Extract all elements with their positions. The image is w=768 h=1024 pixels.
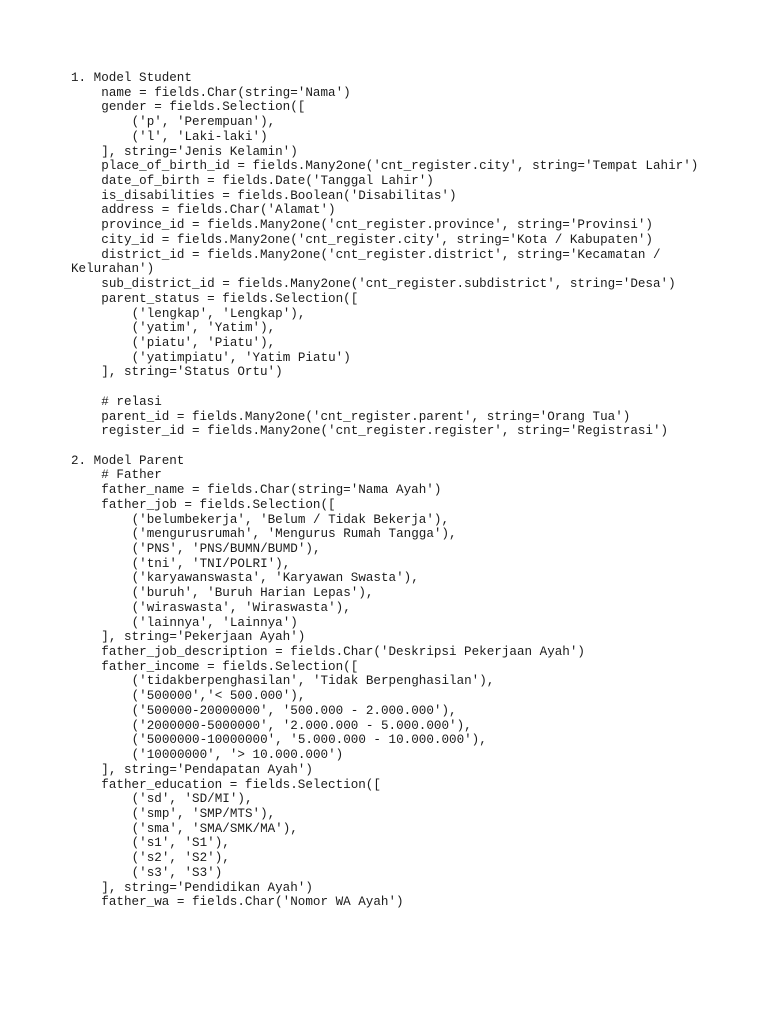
code-line: ('l', 'Laki-laki') xyxy=(131,129,268,144)
code-line: ('piatu', 'Piatu'), xyxy=(131,335,276,350)
code-line: province_id = fields.Many2one('cnt_register.province', string='Provinsi') xyxy=(101,218,653,233)
code-line: gender = fields.Selection([ xyxy=(101,100,306,115)
code-line: address = fields.Char('Alamat') xyxy=(101,203,336,218)
code-line: ('smp', 'SMP/MTS'), xyxy=(131,806,276,821)
code-line: father_job_description = fields.Char('Deskripsi Pekerjaan Ayah') xyxy=(101,645,585,660)
code-line: ('lainnya', 'Lainnya') xyxy=(131,615,298,630)
blank-line xyxy=(71,439,711,454)
code-line: parent_id = fields.Many2one('cnt_register.parent', string='Orang Tua') xyxy=(101,409,631,424)
code-line: name = fields.Char(string='Nama') xyxy=(101,85,351,100)
code-line: place_of_birth_id = fields.Many2one('cnt_register.city', string='Tempat Lahir') xyxy=(101,159,699,174)
code-line: 2. Model Parent xyxy=(71,453,185,468)
code-line: city_id = fields.Many2one('cnt_register.city', string='Kota / Kabupaten') xyxy=(101,232,653,247)
code-line: ('lengkap', 'Lengkap'), xyxy=(131,306,306,321)
code-line: # relasi xyxy=(101,394,162,409)
code-line: ('s1', 'S1'), xyxy=(131,836,230,851)
code-line: ('PNS', 'PNS/BUMN/BUMD'), xyxy=(131,542,321,556)
code-line: ('s2', 'S2'), xyxy=(131,851,230,866)
code-line: father_income = fields.Selection([ xyxy=(101,659,359,674)
code-line: register_id = fields.Many2one('cnt_register.register', string='Registrasi') xyxy=(101,424,669,439)
code-line: sub_district_id = fields.Many2one('cnt_register.subdistrict', string='Desa') xyxy=(101,277,676,292)
code-line: ('belumbekerja', 'Belum / Tidak Bekerja'), xyxy=(131,512,450,527)
code-line: father_wa = fields.Char('Nomor WA Ayah') xyxy=(101,895,404,910)
code-line: district_id = fields.Many2one('cnt_register.district', string='Kecamatan / xyxy=(101,247,661,262)
code-line: ('wiraswasta', 'Wiraswasta'), xyxy=(131,600,351,615)
code-line: ], string='Status Ortu') xyxy=(101,365,283,380)
code-line: ('karyawanswasta', 'Karyawan Swasta'), xyxy=(131,571,419,586)
code-line: ], string='Pendidikan Ayah') xyxy=(101,880,313,895)
code-line: parent_status = fields.Selection([ xyxy=(101,291,359,306)
code-line: ('5000000-10000000', '5.000.000 - 10.000.000'), xyxy=(131,733,487,748)
code-line: father_name = fields.Char(string='Nama Ayah') xyxy=(101,483,442,498)
code-line: # Father xyxy=(101,468,162,483)
code-line: ('2000000-5000000', '2.000.000 - 5.000.000'), xyxy=(131,718,472,733)
code-line: ('mengurusrumah', 'Mengurus Rumah Tangga'), xyxy=(131,527,457,542)
blank-line xyxy=(71,380,711,395)
code-line: ('sma', 'SMA/SMK/MA'), xyxy=(131,821,298,836)
code-line: ('buruh', 'Buruh Harian Lepas'), xyxy=(131,586,374,601)
code-line: ], string='Pekerjaan Ayah') xyxy=(101,630,306,645)
code-line: ('tni', 'TNI/POLRI'), xyxy=(131,556,291,571)
code-line: Kelurahan') xyxy=(71,262,155,277)
code-listing xyxy=(71,71,711,910)
code-line: ('yatim', 'Yatim'), xyxy=(131,321,276,336)
code-line: ('500000','< 500.000'), xyxy=(131,689,306,704)
code-line: ], string='Pendapatan Ayah') xyxy=(101,762,313,777)
code-line: ('sd', 'SD/MI'), xyxy=(131,792,253,807)
code-line: ('yatimpiatu', 'Yatim Piatu') xyxy=(131,350,351,365)
code-line: is_disabilities = fields.Boolean('Disabilitas') xyxy=(101,188,457,203)
code-line: ('p', 'Perempuan'), xyxy=(131,115,276,130)
code-line: date_of_birth = fields.Date('Tanggal Lahir') xyxy=(101,174,434,189)
code-line: ], string='Jenis Kelamin') xyxy=(101,144,298,159)
code-line: father_job = fields.Selection([ xyxy=(101,497,336,512)
code-line: ('s3', 'S3') xyxy=(131,865,223,880)
code-line: ('10000000', '> 10.000.000') xyxy=(131,748,344,763)
code-line: father_education = fields.Selection([ xyxy=(101,777,381,792)
code-line: 1. Model Student xyxy=(71,71,192,85)
code-line: ('500000-20000000', '500.000 - 2.000.000'), xyxy=(131,703,457,718)
code-line: ('tidakberpenghasilan', 'Tidak Berpenghasilan'), xyxy=(131,674,495,689)
